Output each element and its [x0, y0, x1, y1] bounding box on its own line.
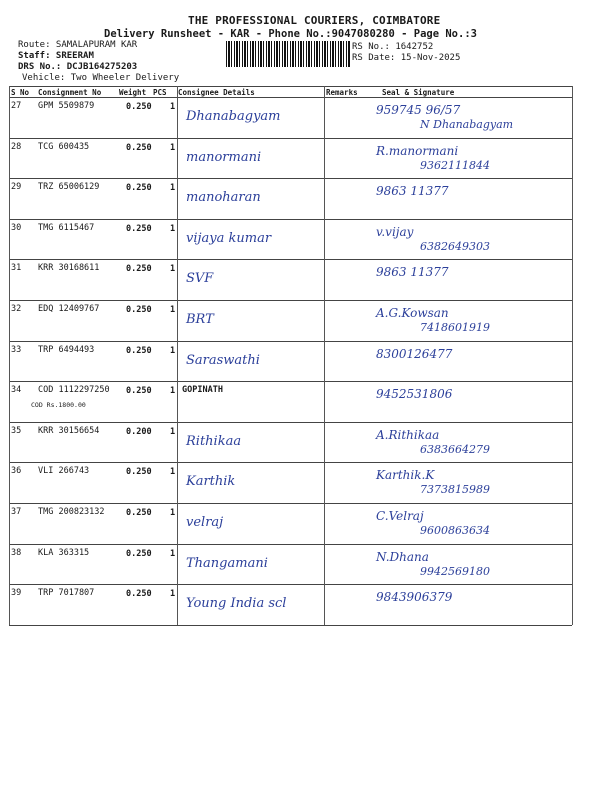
signature-phone: 7418601919 [420, 321, 490, 334]
row-weight: 0.250 [126, 143, 152, 153]
signature-phone: 6383664279 [420, 443, 490, 456]
row-serial-number: 29 [11, 182, 22, 192]
signature-text: 9843906379 [376, 590, 453, 604]
table-right-border [572, 86, 573, 625]
consignment-number: TRZ 65006129 [38, 182, 100, 192]
row-weight: 0.250 [126, 102, 152, 112]
signature-text: C.Velraj [376, 509, 424, 523]
row-pcs: 1 [170, 264, 176, 274]
col-header-remarks: Remarks [326, 88, 358, 97]
row-weight: 0.200 [126, 427, 152, 437]
consignee-name: vijaya kumar [186, 231, 272, 246]
signature-text: v.vijay [376, 225, 414, 239]
consignment-number: TMG 6115467 [38, 223, 95, 233]
cod-amount: COD Rs.1800.00 [31, 401, 86, 409]
row-pcs: 1 [170, 183, 176, 193]
consignment-number: VLI 266743 [38, 466, 90, 476]
signature-text: 8300126477 [376, 347, 453, 361]
row-serial-number: 37 [11, 507, 22, 517]
row-divider [9, 462, 572, 463]
consignment-number: KRR 30168611 [38, 263, 100, 273]
staff-label: Staff: SREERAM [18, 51, 94, 61]
signature-phone: N Dhanabagyam [420, 118, 514, 131]
col-header-consignment: Consignment No [38, 88, 102, 97]
consignee-name: BRT [186, 312, 214, 327]
col-header-weight: Weight [119, 88, 147, 97]
column-divider [177, 86, 178, 625]
row-pcs: 1 [170, 143, 176, 153]
row-serial-number: 35 [11, 426, 22, 436]
signature-phone: 9942569180 [420, 565, 490, 578]
consignee-name: Saraswathi [186, 353, 260, 368]
signature-phone: 6382649303 [420, 240, 490, 253]
vehicle-label: Vehicle: Two Wheeler Delivery [22, 73, 180, 83]
consignment-number: EDQ 12409767 [38, 304, 100, 314]
row-pcs: 1 [170, 427, 176, 437]
consignee-name: manormani [186, 150, 262, 165]
col-header-sno: S No [11, 88, 30, 97]
row-weight: 0.250 [126, 264, 152, 274]
row-divider [9, 300, 572, 301]
row-serial-number: 34 [11, 385, 22, 395]
row-weight: 0.250 [126, 183, 152, 193]
row-weight: 0.250 [126, 346, 152, 356]
runsheet-title: Delivery Runsheet - KAR - Phone No.:9047080280 - Page No.:3 [104, 28, 477, 40]
signature-text: Karthik.K [376, 468, 435, 482]
row-serial-number: 38 [11, 548, 22, 558]
row-pcs: 1 [170, 386, 176, 396]
barcode-image [226, 41, 350, 67]
consignment-number: KRR 30156654 [38, 426, 100, 436]
row-divider [9, 422, 572, 423]
row-weight: 0.250 [126, 305, 152, 315]
row-pcs: 1 [170, 508, 176, 518]
consignee-name: manoharan [186, 190, 261, 205]
row-serial-number: 32 [11, 304, 22, 314]
signature-text: N.Dhana [376, 550, 429, 564]
row-divider [9, 219, 572, 220]
row-pcs: 1 [170, 305, 176, 315]
row-divider [9, 138, 572, 139]
consignee-name: Thangamani [186, 556, 268, 571]
consignment-number: GPM 5509879 [38, 101, 95, 111]
row-serial-number: 39 [11, 588, 22, 598]
row-divider [9, 584, 572, 585]
col-header-seal: Seal & Signature [382, 88, 455, 97]
row-pcs: 1 [170, 102, 176, 112]
consignee-name: GOPINATH [182, 385, 223, 395]
signature-phone: 9362111844 [420, 159, 490, 172]
signature-text: A.Rithikaa [376, 428, 440, 442]
row-weight: 0.250 [126, 386, 152, 396]
drs-number: DRS No.: DCJB164275203 [18, 62, 138, 72]
signature-text: A.G.Kowsan [376, 306, 449, 320]
row-serial-number: 31 [11, 263, 22, 273]
row-weight: 0.250 [126, 589, 152, 599]
signature-text: R.manormani [376, 144, 459, 158]
rs-number: RS No.: 1642752 [352, 42, 434, 52]
row-serial-number: 33 [11, 345, 22, 355]
row-divider [9, 503, 572, 504]
consignment-number: TRP 7017807 [38, 588, 95, 598]
table-left-border [9, 86, 10, 625]
row-serial-number: 30 [11, 223, 22, 233]
consignee-name: Young India scl [186, 596, 287, 611]
row-divider [9, 544, 572, 545]
table-top-border [9, 86, 572, 87]
consignee-name: Dhanabagyam [186, 109, 281, 124]
row-divider [9, 381, 572, 382]
consignment-number: TMG 200823132 [38, 507, 105, 517]
row-weight: 0.250 [126, 467, 152, 477]
consignment-number: KLA 363315 [38, 548, 90, 558]
consignee-name: Karthik [186, 474, 236, 489]
header-bottom-border [9, 97, 572, 98]
row-divider [9, 178, 572, 179]
row-divider [9, 259, 572, 260]
consignee-name: Rithikaa [186, 434, 242, 449]
col-header-consignee: Consignee Details [178, 88, 255, 97]
consignment-number: TRP 6494493 [38, 345, 95, 355]
signature-text: 9863 11377 [376, 265, 449, 279]
rs-date: RS Date: 15-Nov-2025 [352, 53, 461, 63]
row-serial-number: 27 [11, 101, 22, 111]
row-serial-number: 36 [11, 466, 22, 476]
row-divider [9, 341, 572, 342]
row-pcs: 1 [170, 346, 176, 356]
row-pcs: 1 [170, 224, 176, 234]
row-pcs: 1 [170, 467, 176, 477]
consignee-name: velraj [186, 515, 224, 530]
row-divider [9, 625, 572, 626]
row-weight: 0.250 [126, 508, 152, 518]
row-pcs: 1 [170, 589, 176, 599]
signature-phone: 7373815989 [420, 483, 490, 496]
column-divider [324, 86, 325, 625]
consignee-name: SVF [186, 271, 214, 286]
consignment-number: COD 1112297250 [38, 385, 110, 395]
row-serial-number: 28 [11, 142, 22, 152]
route-label: Route: SAMALAPURAM KAR [18, 40, 138, 50]
consignment-number: TCG 600435 [38, 142, 90, 152]
row-weight: 0.250 [126, 224, 152, 234]
signature-text: 9863 11377 [376, 184, 449, 198]
row-pcs: 1 [170, 549, 176, 559]
col-header-pcs: PCS [153, 88, 167, 97]
signature-phone: 9600863634 [420, 524, 490, 537]
signature-text: 959745 96/57 [376, 103, 461, 117]
signature-text: 9452531806 [376, 387, 453, 401]
company-title: THE PROFESSIONAL COURIERS, COIMBATORE [188, 14, 441, 27]
row-weight: 0.250 [126, 549, 152, 559]
